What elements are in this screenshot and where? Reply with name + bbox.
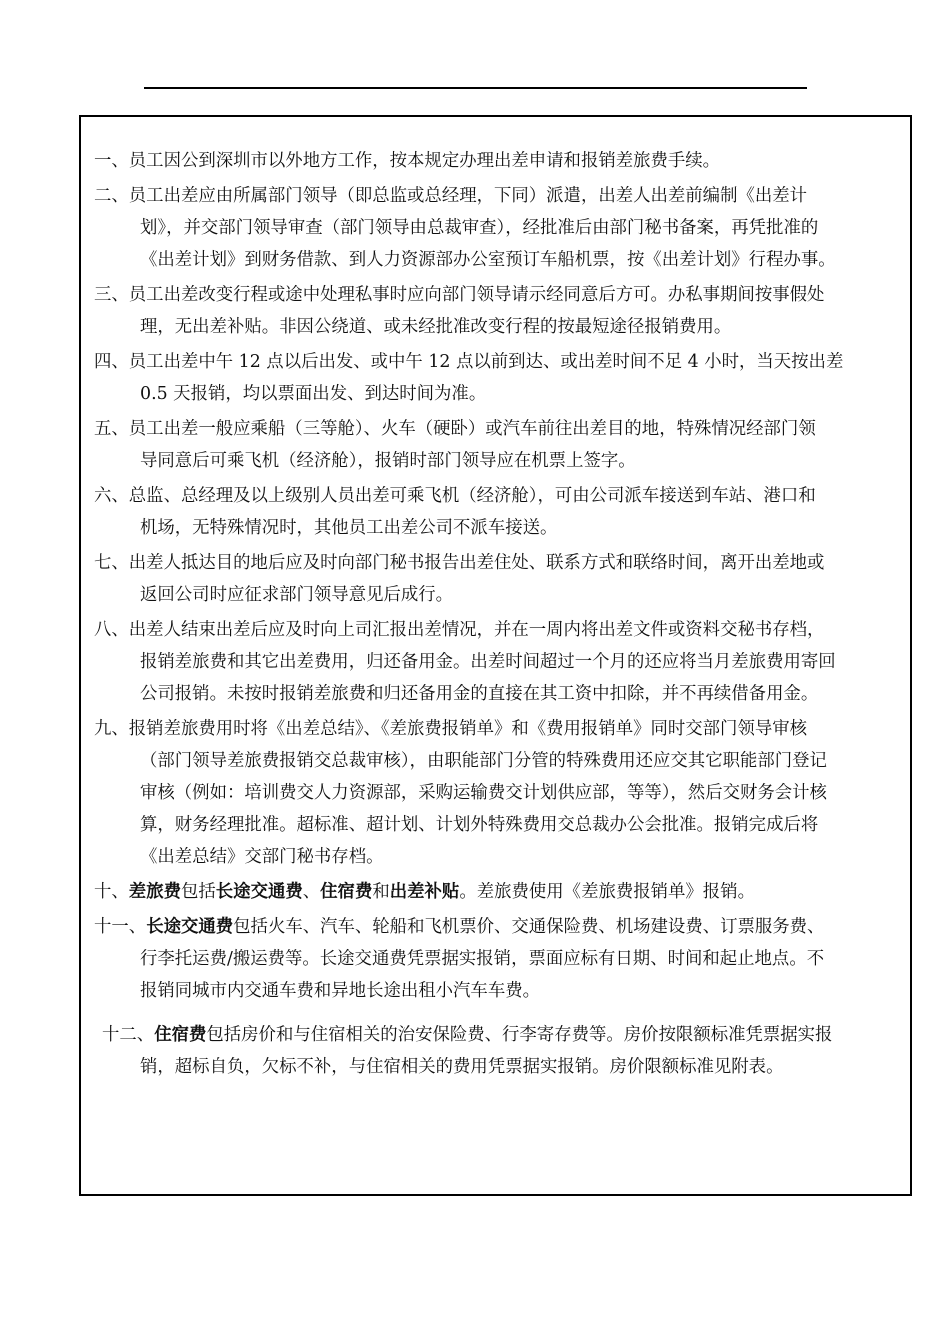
clause-1 — [94, 145, 906, 177]
clause-2-line-2: 划》，并交部门领导审查（部门领导由总裁审查），经批准后由部门秘书备案，再凭批准的 — [140, 218, 819, 238]
clause-2-line-1: 二、员工出差应由所属部门领导（即总监或总经理，下同）派遣，出差人出差前编制《出差计 — [94, 186, 808, 206]
clause-9 — [94, 713, 906, 873]
clause-11-line-1 — [94, 911, 906, 943]
clause-4-line-1: 四、员工出差中午 12 点以后出发、或中午 12 点以前到达、或出差时间不足 4 小时，当天按出差 — [94, 352, 844, 372]
clause-7 — [94, 547, 906, 611]
clause-10-line-1 — [94, 876, 906, 908]
clause-8-line-3: 公司报销。未按时报销差旅费和归还备用金的直接在其工资中扣除，并不再续借备用金。 — [140, 684, 819, 704]
clause-6-line-1: 六、总监、总经理及以上级别人员出差可乘飞机（经济舱），可由公司派车接送到车站、港口和 — [94, 486, 816, 506]
clause-12-line-2: 销，超标自负，欠标不补，与住宿相关的费用凭票据实报销。房价限额标准见附表。 — [140, 1057, 784, 1077]
clause-11-line-1-rest: 包括火车、汽车、轮船和飞机票价、交通保险费、机场建设费、订票服务费、 — [233, 917, 825, 937]
clause-10-text-3: 。差旅费使用《差旅费报销单》报销。 — [459, 882, 755, 902]
clause-10-term-allowance: 出差补贴 — [389, 882, 460, 902]
clause-9-line-5: 《出差总结》交部门秘书存档。 — [140, 847, 384, 867]
clause-9-line-2: （部门领导差旅费报销交总裁审核），由职能部门分管的特殊费用还应交其它职能部门登记 — [140, 751, 827, 771]
clause-12-line-1 — [94, 1019, 906, 1051]
clause-10-text-1: 包括 — [180, 882, 216, 902]
clause-12 — [94, 1019, 906, 1083]
clause-10-term-travel-expense: 差旅费 — [128, 882, 181, 902]
clause-8-line-2: 报销差旅费和其它出差费用，归还备用金。出差时间超过一个月的还应将当月差旅费用寄回 — [140, 652, 836, 672]
clause-10-separator: 、 — [302, 882, 321, 902]
clause-5-line-1: 五、员工出差一般应乘船（三等舱）、火车（硬卧）或汽车前往出差目的地，特殊情况经部门领 — [94, 419, 816, 439]
header-rule — [144, 87, 807, 89]
clause-9-line-3: 审核（例如：培训费交人力资源部，采购运输费交计划供应部，等等），然后交财务会计核 — [140, 783, 827, 803]
clause-10-term-lodging: 住宿费 — [320, 882, 373, 902]
clause-12-line-1-rest: 包括房价和与住宿相关的治安保险费、行李寄存费等。房价按限额标准凭票据实报 — [206, 1025, 833, 1045]
clause-3-line-2: 理，无出差补贴。非因公绕道、或未经批准改变行程的按最短途径报销费用。 — [140, 317, 732, 337]
clause-3 — [94, 279, 906, 343]
clause-10 — [94, 876, 906, 908]
clause-11 — [94, 911, 906, 1007]
clause-8-line-1: 八、出差人结束出差后应及时向上司汇报出差情况，并在一周内将出差文件或资料交秘书存档， — [94, 620, 825, 640]
clause-7-line-2: 返回公司时应征求部门领导意见后成行。 — [140, 585, 454, 605]
clause-11-prefix: 十一、 — [94, 917, 147, 937]
clause-4-line-2: 0.5 天报销，均以票面出发、到达时间为准。 — [140, 384, 487, 404]
clause-5 — [94, 413, 906, 477]
clause-3-line-1: 三、员工出差改变行程或途中处理私事时应向部门领导请示经同意后方可。办私事期间按事假处 — [94, 285, 825, 305]
clause-10-term-long-distance: 长途交通费 — [215, 882, 303, 902]
clause-11-line-2: 行李托运费/搬运费等。长途交通费凭票据实报销，票面应标有日期、时间和起止地点。不 — [140, 949, 825, 969]
clause-4 — [94, 346, 906, 410]
clause-11-term: 长途交通费 — [146, 917, 234, 937]
clause-2-line-3: 《出差计划》到财务借款、到人力资源部办公室预订车船机票，按《出差计划》行程办事。 — [140, 250, 836, 270]
clause-7-line-1: 七、出差人抵达目的地后应及时向部门秘书报告出差住处、联系方式和联络时间，离开出差地或 — [94, 553, 825, 573]
clause-6 — [94, 480, 906, 544]
clause-11-line-3: 报销同城市内交通车费和异地长途出租小汽车车费。 — [140, 981, 540, 1001]
clause-12-term: 住宿费 — [154, 1025, 207, 1045]
clause-10-text-2: 和 — [372, 882, 390, 902]
clause-10-prefix: 十、 — [94, 882, 129, 902]
clause-list — [94, 145, 906, 1083]
clause-5-line-2: 导同意后可乘飞机（经济舱），报销时部门领导应在机票上签字。 — [140, 451, 636, 471]
clause-2 — [94, 180, 906, 276]
clause-12-prefix: 十二、 — [102, 1025, 155, 1045]
clause-6-line-2: 机场，无特殊情况时，其他员工出差公司不派车接送。 — [140, 518, 558, 538]
clause-9-line-4: 算，财务经理批准。超标准、超计划、计划外特殊费用交总裁办公会批准。报销完成后将 — [140, 815, 819, 835]
clause-1-line-1: 一、员工因公到深圳市以外地方工作，按本规定办理出差申请和报销差旅费手续。 — [94, 151, 721, 171]
clause-8 — [94, 614, 906, 710]
clause-9-line-1: 九、报销差旅费用时将《出差总结》、《差旅费报销单》和《费用报销单》同时交部门领导审核 — [94, 719, 808, 739]
